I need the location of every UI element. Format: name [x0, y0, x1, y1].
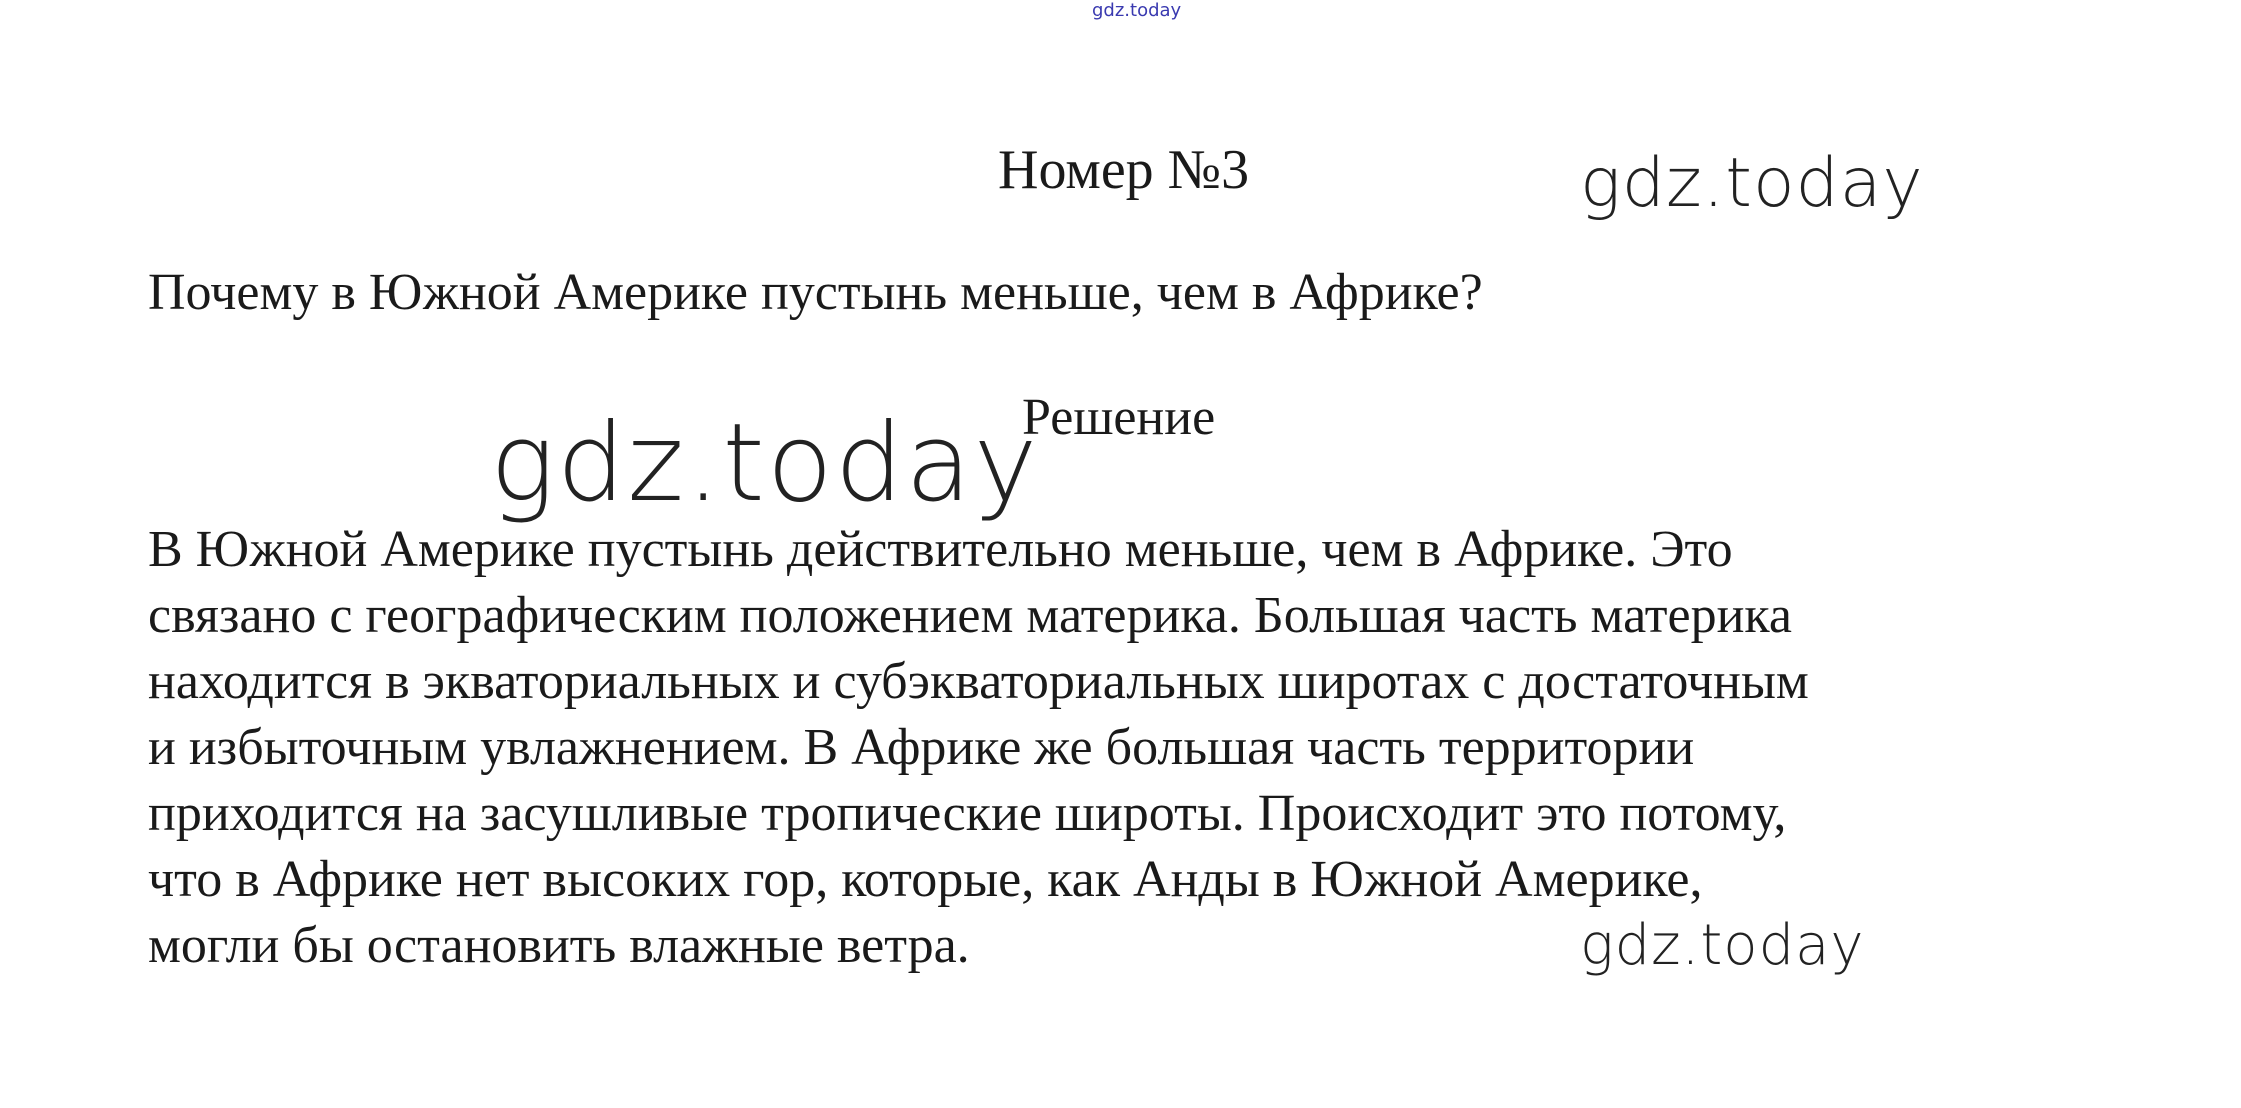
solution-line: связано с географическим положением материка. Большая часть материка — [148, 587, 1792, 644]
task-question: Почему в Южной Америке пустынь меньше, чем в Африке? — [148, 264, 1483, 321]
solution-line: В Южной Америке пустынь действительно меньше, чем в Африке. Это — [148, 521, 1733, 578]
solution-heading: Решение — [1022, 389, 1216, 446]
watermark-header: gdz.today — [1580, 144, 1924, 223]
solution-text — [148, 517, 1809, 979]
watermark-top: gdz.today — [1092, 0, 1182, 21]
task-number-title: Номер №3 — [998, 139, 1250, 201]
solution-line: могли бы остановить влажные ветра. — [148, 917, 970, 974]
solution-line: находится в экваториальных и субэкваториальных широтах с достаточным — [148, 653, 1809, 710]
solution-line: приходится на засушливые тропические широты. Происходит это потому, — [148, 785, 1787, 842]
watermark-large: gdz.today — [490, 401, 1040, 526]
solution-line: и избыточным увлажнением. В Африке же большая часть территории — [148, 719, 1695, 776]
solution-line: что в Африке нет высоких гор, которые, как Анды в Южной Америке, — [148, 851, 1703, 908]
watermark-bottom: gdz.today — [1580, 913, 1865, 978]
